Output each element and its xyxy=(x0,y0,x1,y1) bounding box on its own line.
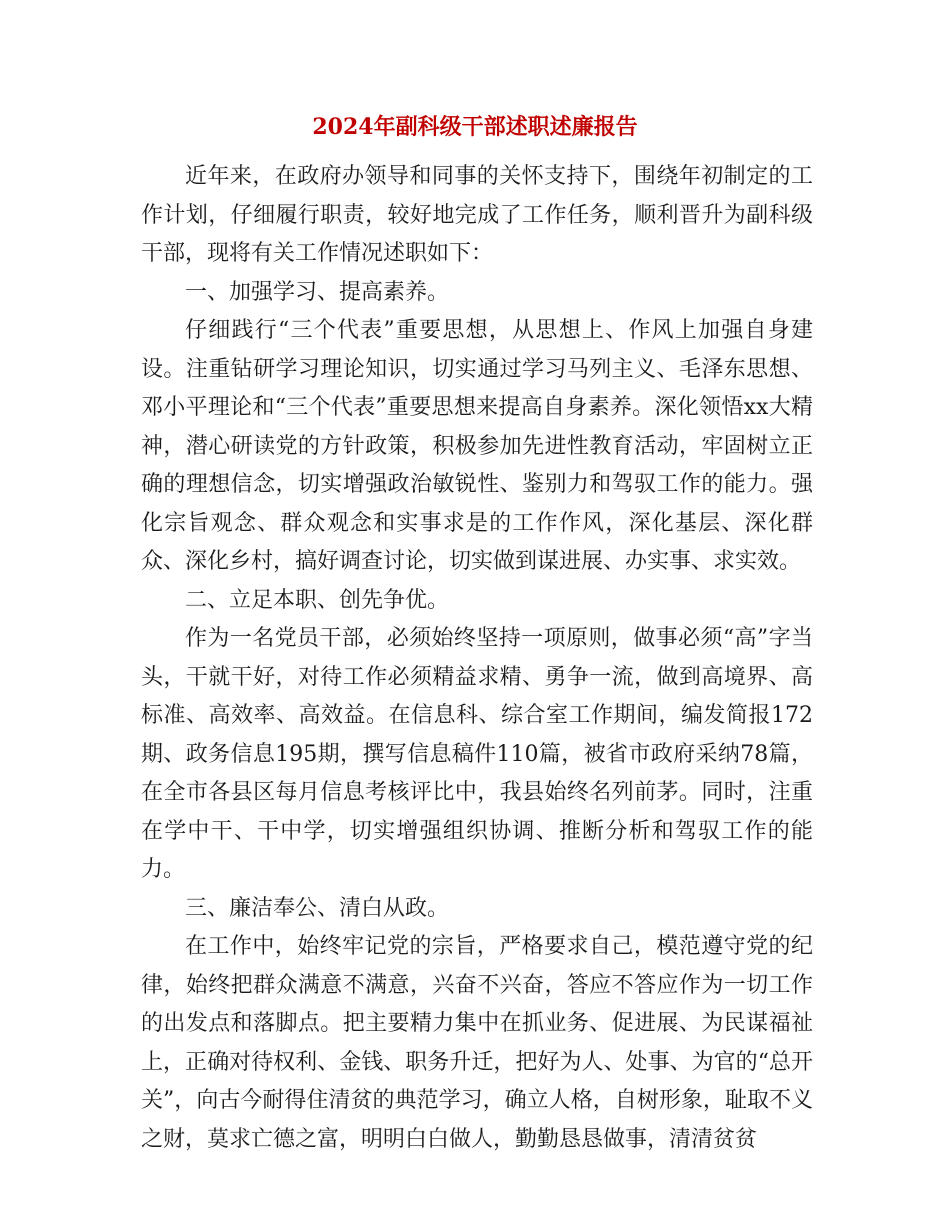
section-heading-2: 二、立足本职、创先争优。 xyxy=(185,587,450,613)
paragraph-section-1: 仔细践行“三个代表”重要思想，从思想上、作风上加强自身建设。注重钻研学习理论知识，切实通过学习马列主义、毛泽东思想、邓小平理论和“三个代表”重要思想来提高自身素养。深化领悟xx大精神，潜心研读党的方针政策，积极参加先进性教育活动，牢固树立正确的理想信念，切实增强政治敏锐性、鉴别力和驾驭工作的能力。强化宗旨观念、群众观念和实事求是的工作作风，深化基层、深化群众、深化乡村，搞好调查讨论，切实做到谋进展、办实事、求实效。 xyxy=(141,318,813,574)
paragraph-intro: 近年来，在政府办领导和同事的关怀支持下，围绕年初制定的工作计划，仔细履行职责，较好地完成了工作任务，顺利晋升为副科级干部，现将有关工作情况述职如下： xyxy=(141,164,813,266)
section-heading-1: 一、加强学习、提高素养。 xyxy=(185,279,450,305)
document-body xyxy=(141,158,813,1159)
paragraph-section-3: 在工作中，始终牢记党的宗旨，严格要求自己，模范遵守党的纪律，始终把群众满意不满意，兴奋不兴奋，答应不答应作为一切工作的出发点和落脚点。把主要精力集中在抓业务、促进展、为民谋福祉上，正确对待权利、金钱、职务升迁，把好为人、处事、为官的“总开关”，向古今耐得住清贫的典范学习，确立人格，自树形象，耻取不义之财，莫求亡德之富，明明白白做人，勤勤恳恳做事，清清贫贫 xyxy=(141,934,813,1152)
document-title: 2024年副科级干部述职述廉报告 xyxy=(312,114,638,140)
paragraph-section-2: 作为一名党员干部，必须始终坚持一项原则，做事必须“高”字当头，干就干好，对待工作必须精益求精、勇争一流，做到高境界、高标准、高效率、高效益。在信息科、综合室工作期间，编发简报172期、政务信息195期，撰写信息稿件110篇，被省市政府采纳78篇，在全市各县区每月信息考核评比中，我县始终名列前茅。同时，注重在学中干、干中学，切实增强组织协调、推断分析和驾驭工作的能力。 xyxy=(141,626,813,882)
section-heading-3: 三、廉洁奉公、清白从政。 xyxy=(185,895,450,921)
